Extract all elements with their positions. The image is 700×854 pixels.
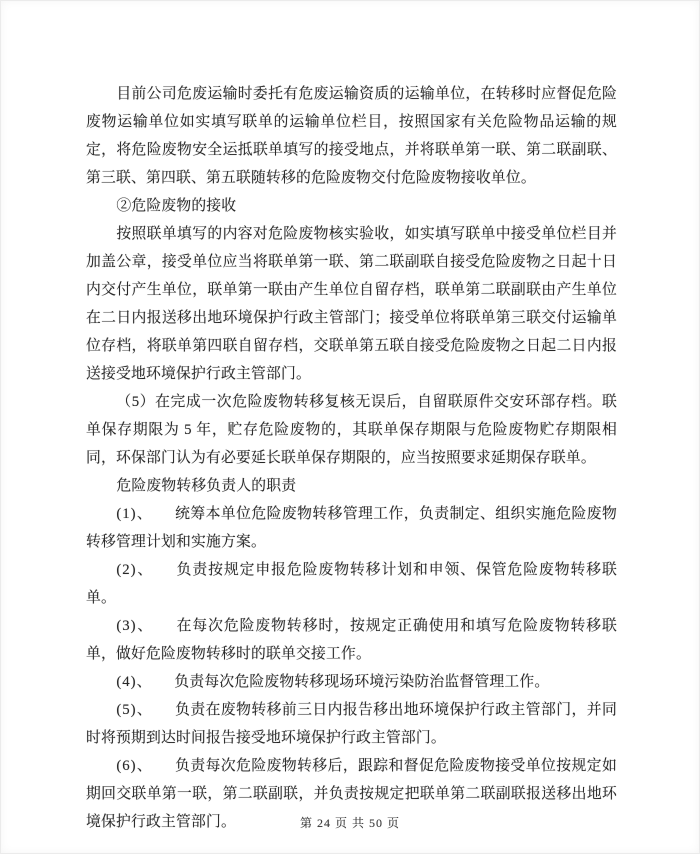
numbered-paragraph — [86, 668, 617, 696]
page-number-label: 第 24 页 共 50 页 — [299, 816, 400, 830]
item-text: 在每次危险废物转移时，按规定正确使用和填写危险废物转移联单，做好危险废物转移时的联单交接工作。 — [86, 618, 617, 662]
paragraph: ②危险废物的接收 — [116, 198, 237, 214]
numbered-paragraph — [86, 612, 617, 668]
item-number: (2)、 — [116, 562, 154, 578]
numbered-paragraph — [86, 556, 617, 612]
item-text: 负责按规定申报危险废物转移计划和申领、保管危险废物转移联单。 — [86, 562, 617, 606]
item-number: (3)、 — [116, 618, 154, 634]
paragraph: 目前公司危废运输时委托有危废运输资质的运输单位，在转移时应督促危险废物运输单位如实填写联单的运输单位栏目，按照国家有关危险物品运输的规定，将危险废物安全运抵联单填写的接受地点，并将联单第一联、第二联副联、第三联、第四联、第五联随转移的危险废物交付危险废物接收单位。 — [86, 86, 617, 186]
paragraph: （5）在完成一次危险废物转移复核无误后，自留联原件交安环部存档。联单保存期限为 5 年，贮存危险废物的，其联单保存期限与危险废物贮存期限相同，环保部门认为有必要延长联单保存期限的，应当按照要求延期保存联单。 — [86, 394, 617, 466]
item-text: 负责每次危险废物转移后，跟踪和督促危险废物接受单位按规定如期回交联单第一联，第二联副联，并负责按规定把联单第二联副联报送移出地环境保护行政主管部门。 — [86, 758, 617, 830]
numbered-paragraph — [86, 696, 617, 752]
page-footer — [0, 814, 700, 831]
paragraph: 按照联单填写的内容对危险废物核实验收，如实填写联单中接受单位栏目并加盖公章，接受单位应当将联单第一联、第二联副联自接受危险废物之日起十日内交付产生单位，联单第一联由产生单位自留存档，联单第二联副联由产生单位在二日内报送移出地环境保护行政主管部门；接受单位将联单第三联交付运输单位存档，将联单第四联自留存档，交联单第五联自接受危险废物之日起二日内报送接受地环境保护行政主管部门。 — [86, 226, 617, 382]
item-number: (1)、 — [116, 506, 153, 522]
item-number: (4)、 — [116, 674, 153, 690]
document-body — [86, 80, 617, 836]
item-text: 统筹本单位危险废物转移管理工作，负责制定、组织实施危险废物转移管理计划和实施方案。 — [86, 506, 617, 550]
item-number: (6)、 — [116, 758, 153, 774]
item-text: 负责每次危险废物转移现场环境污染防治监督管理工作。 — [174, 674, 550, 690]
item-text: 负责在废物转移前三日内报告移出地环境保护行政主管部门，并同时将预期到达时间报告接受地环境保护行政主管部门。 — [86, 702, 617, 746]
paragraph: 危险废物转移负责人的职责 — [116, 478, 297, 494]
item-number: (5)、 — [116, 702, 153, 718]
numbered-paragraph — [86, 500, 617, 556]
